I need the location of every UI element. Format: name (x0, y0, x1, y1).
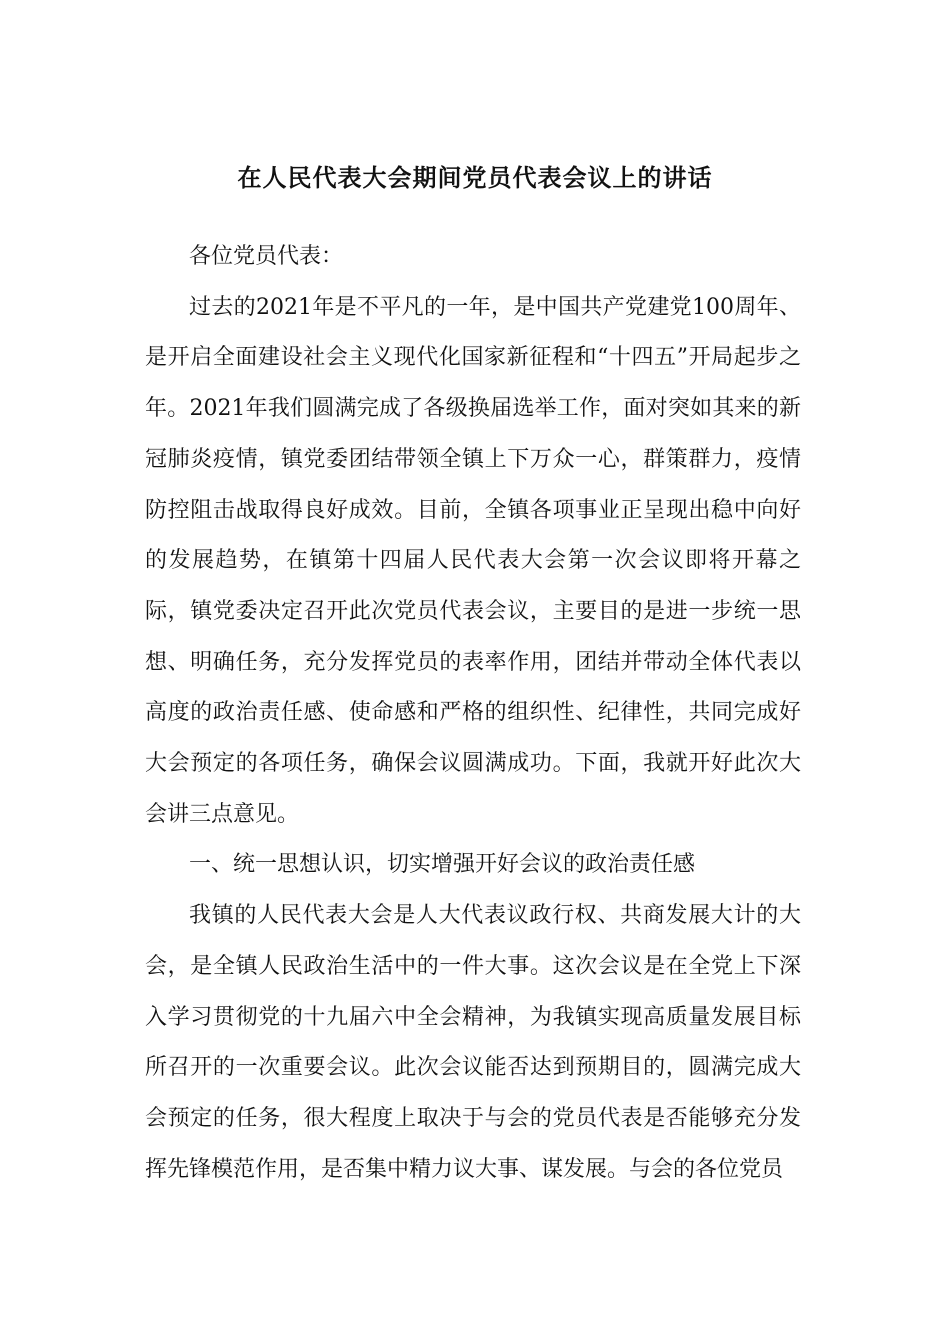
document-body (145, 232, 801, 1195)
section-heading: 一、统一思想认识，切实增强开好会议的政治责任感 (189, 852, 696, 878)
intro-paragraph: 过去的2021年是不平凡的一年，是中国共产党建党100周年、是开启全面建设社会主义现代化国家新征程和“十四五”开局起步之年。2021年我们圆满完成了各级换届选举工作，面对突如其来的新冠肺炎疫情，镇党委团结带领全镇上下万众一心，群策群力，疫情防控阻击战取得良好成效。目前，全镇各项事业正呈现出稳中向好的发展趋势，在镇第十四届人民代表大会第一次会议即将开幕之际，镇党委决定召开此次党员代表会议，主要目的是进一步统一思想、明确任务，充分发挥党员的表率作用，团结并带动全体代表以高度的政治责任感、使命感和严格的组织性、纪律性，共同完成好大会预定的各项任务，确保会议圆满成功。下面，我就开好此次大会讲三点意见。 (145, 294, 801, 827)
salutation-paragraph: 各位党员代表： (189, 244, 344, 269)
body-paragraph: 我镇的人民代表大会是人大代表议政行权、共商发展大计的大会，是全镇人民政治生活中的一件大事。这次会议是在全党上下深入学习贯彻党的十九届六中全会精神，为我镇实现高质量发展目标所召开的一次重要会议。此次会议能否达到预期目的，圆满完成大会预定的任务，很大程度上取决于与会的党员代表是否能够充分发挥先锋模范作用，是否集中精力议大事、谋发展。与会的各位党员 (145, 903, 801, 1182)
document-title: 在人民代表大会期间党员代表会议上的讲话 (237, 163, 713, 192)
